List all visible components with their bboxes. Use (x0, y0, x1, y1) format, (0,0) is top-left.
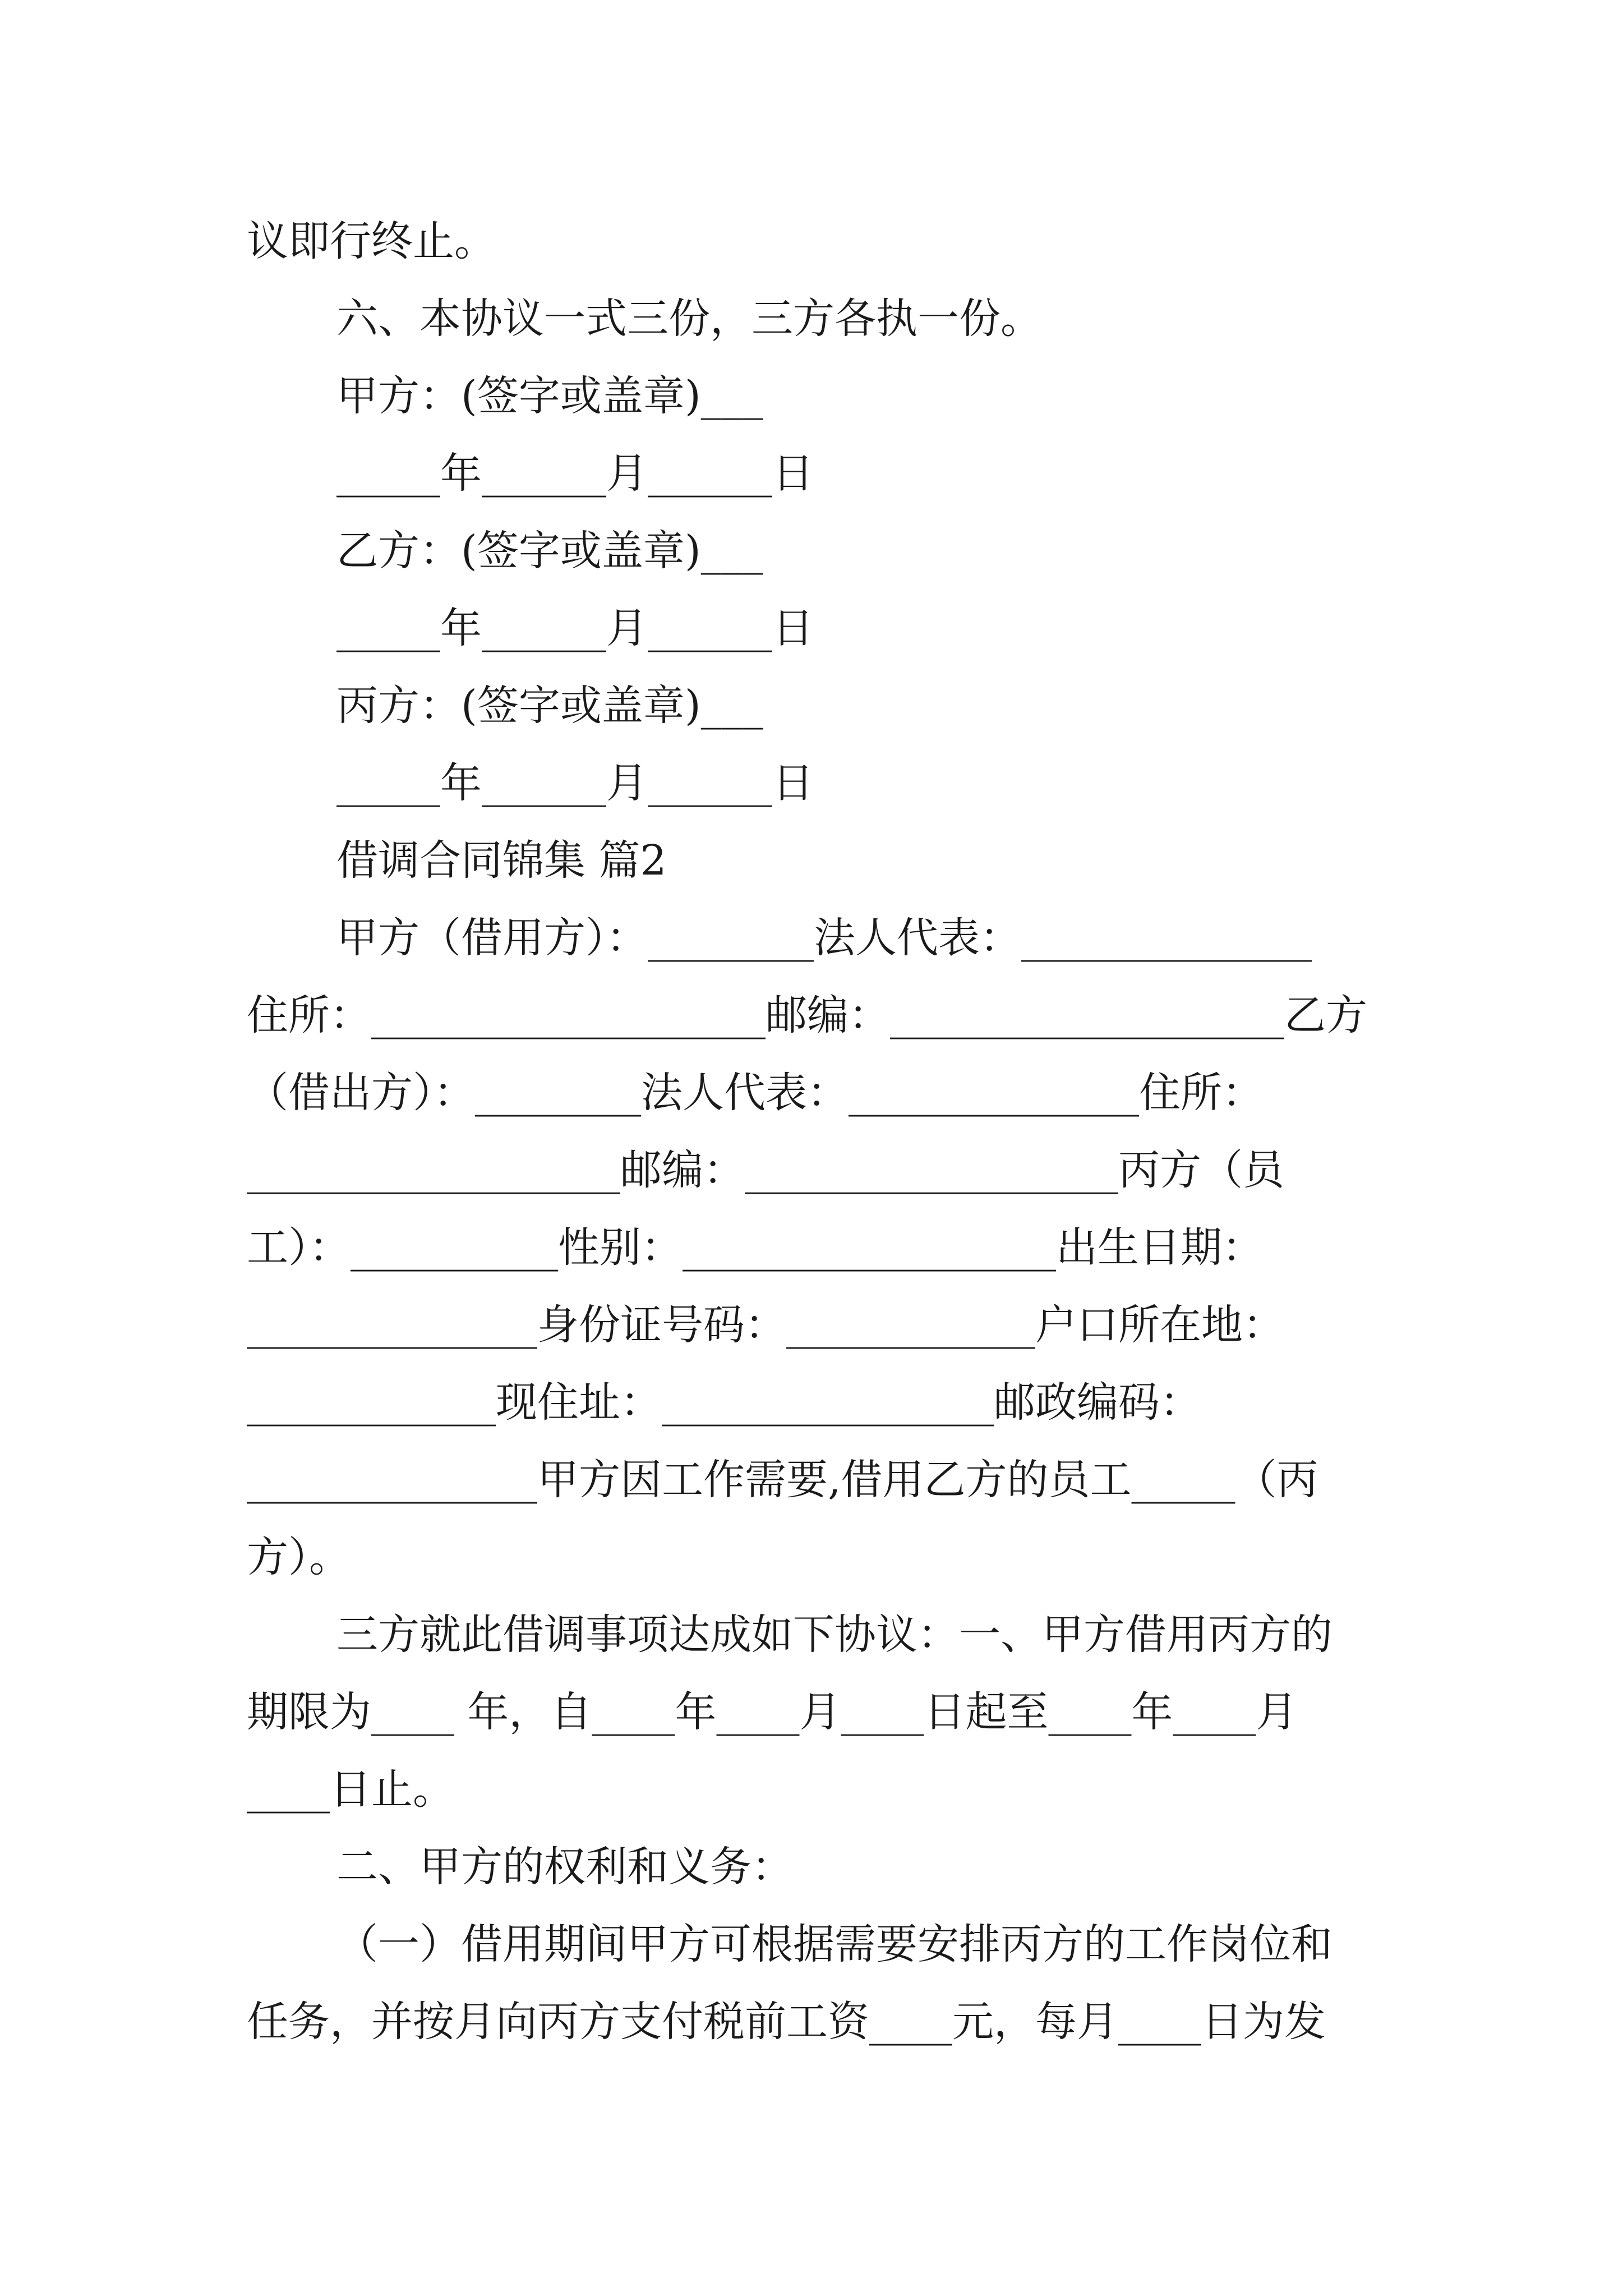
text-line: （借出方）：________法人代表：______________住所： (247, 1069, 1264, 1117)
text-line: 二、甲方的权利和义务： (336, 1843, 793, 1891)
text-line: ____日止。 (247, 1765, 454, 1814)
text-line: 工）：__________性别：__________________出生日期： (247, 1223, 1264, 1272)
date-line: _____年______月______日 (336, 759, 814, 807)
signature-line-party-b: 乙方：(签字或盖章)___ (336, 527, 763, 575)
text-line: __________________邮编：__________________丙方（员 (247, 1146, 1284, 1194)
text-line: ______________甲方因工作需要,借用乙方的员工_____（丙 (247, 1456, 1318, 1504)
text-line: 方）。 (247, 1533, 351, 1581)
text-line: 任务，并按月向丙方支付税前工资____元，每月____日为发 (247, 1998, 1326, 2046)
date-line: _____年______月______日 (336, 449, 814, 498)
date-line: _____年______月______日 (336, 604, 814, 652)
signature-line-party-c: 丙方：(签字或盖章)___ (336, 682, 763, 730)
text-line: （一）借用期间甲方可根据需要安排丙方的工作岗位和 (336, 1920, 1332, 1968)
text-line: ______________身份证号码：____________户口所在地： (247, 1301, 1284, 1349)
text-line: 议即行终止。 (247, 217, 496, 265)
section-heading: 借调合同锦集 篇2 (336, 836, 667, 885)
text-line: ____________现住址：________________邮政编码： (247, 1378, 1201, 1427)
text-line: 期限为____ 年，自____年____月____日起至____年____月 (247, 1688, 1298, 1736)
text-line: 住所：___________________邮编：___________________乙方 (247, 991, 1367, 1039)
text-line: 甲方（借用方）：________法人代表：______________ (336, 914, 1312, 962)
text-line: 三方就此借调事项达成如下协议：一、甲方借用丙方的 (336, 1611, 1332, 1659)
text-line: 六、本协议一式三份，三方各执一份。 (336, 295, 1042, 343)
signature-line-party-a: 甲方：(签字或盖章)___ (336, 372, 763, 420)
